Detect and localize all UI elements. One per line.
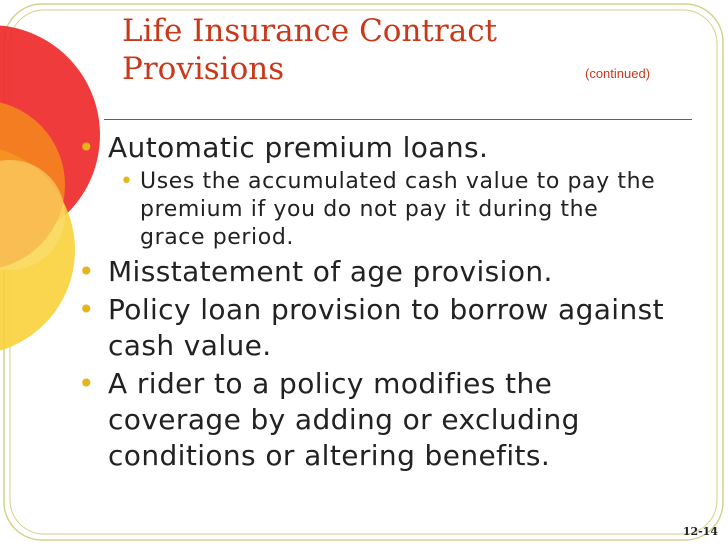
- bullet-dot-icon: •: [78, 293, 95, 326]
- sub-bullet-list: [78, 168, 668, 252]
- bullet-item: [78, 130, 668, 166]
- bullet-text: Policy loan provision to borrow against cash value.: [108, 293, 664, 362]
- title-underline: [104, 119, 692, 120]
- bullet-text: Misstatement of age provision.: [108, 255, 553, 288]
- bullet-dot-icon: •: [78, 131, 95, 164]
- bullet-dot-icon: •: [78, 255, 95, 288]
- bullet-dot-icon: •: [78, 367, 95, 400]
- bullet-text: A rider to a policy modifies the coverage by adding or excluding conditions or altering benefits.: [108, 367, 580, 472]
- bullet-list: [78, 128, 668, 474]
- continued-label: (continued): [585, 66, 651, 81]
- bullet-item: [78, 366, 668, 474]
- bullet-item: [78, 292, 668, 364]
- bullet-text: Automatic premium loans.: [108, 131, 489, 164]
- sub-bullet-item: [108, 168, 668, 252]
- bullet-item: [78, 254, 668, 290]
- bullet-dot-icon: •: [120, 169, 134, 194]
- page-number: 12-14: [682, 525, 718, 538]
- sub-bullet-text: Uses the accumulated cash value to pay the premium if you do not pay it during the grace period.: [140, 169, 656, 250]
- slide-title: Life Insurance Contract Provisions: [122, 13, 498, 87]
